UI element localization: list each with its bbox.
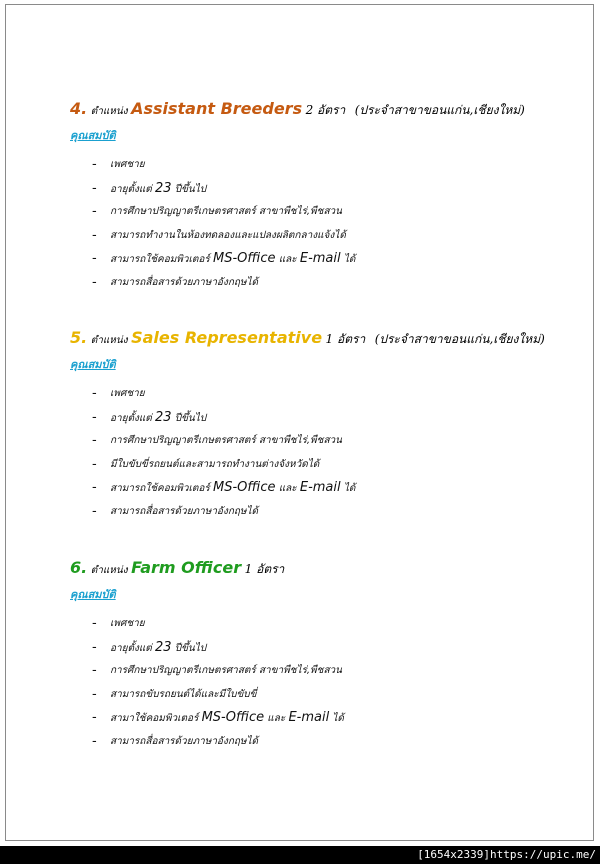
- list-item: - อายุตั้งแต่ 23 ปีขึ้นไป: [92, 180, 207, 196]
- list-item: - สามารถสื่อสารด้วยภาษาอังกฤษได้: [92, 733, 259, 749]
- list-item: - เพศชาย: [92, 157, 145, 172]
- position-prefix: ตำแหน่ง: [90, 335, 128, 346]
- job-rate: 2 อัตรา: [305, 103, 346, 117]
- job-heading: [70, 97, 583, 124]
- job-section-6: [70, 556, 583, 756]
- list-item: - เพศชาย: [92, 616, 145, 631]
- list-item: - มีใบขับขี่รถยนต์และสามารถทำงานต่างจังหวัดได้: [92, 456, 320, 472]
- position-prefix: ตำแหน่ง: [90, 565, 128, 576]
- list-item: - สามารถทำงานในห้องทดลองและแปลงผลิตกลางแจ้งได้: [92, 227, 346, 243]
- job-heading: [70, 326, 583, 353]
- list-item: - การศึกษาปริญญาตรีเกษตรศาสตร์ สาขาพืชไร่,พืชสวน: [92, 433, 342, 448]
- qualification-list: [70, 615, 583, 756]
- list-item: - อายุตั้งแต่ 23 ปีขึ้นไป: [92, 639, 207, 655]
- job-title: Assistant Breeders: [131, 99, 303, 118]
- job-branch: (ประจำสาขาขอนแก่น,เชียงใหม่): [354, 103, 525, 117]
- job-number: 5.: [70, 328, 88, 347]
- list-item: - เพศชาย: [92, 386, 145, 401]
- job-title: Sales Representative: [131, 328, 323, 347]
- job-number: 6.: [70, 558, 88, 577]
- list-item: - สามารถสื่อสารด้วยภาษาอังกฤษได้: [92, 274, 259, 290]
- image-host-footer: [1654x2339]https://upic.me/: [0, 846, 600, 864]
- list-item: - สามารถสื่อสารด้วยภาษาอังกฤษได้: [92, 503, 259, 519]
- list-item: - อายุตั้งแต่ 23 ปีขึ้นไป: [92, 409, 207, 425]
- qualifications-label: คุณสมบัติ: [70, 129, 116, 142]
- job-number: 4.: [70, 99, 88, 118]
- job-branch: (ประจำสาขาขอนแก่น,เชียงใหม่): [374, 332, 545, 346]
- document-page: [5, 4, 594, 841]
- job-rate: 1 อัตรา: [244, 562, 285, 576]
- job-rate: 1 อัตรา: [325, 332, 366, 346]
- list-item: - การศึกษาปริญญาตรีเกษตรศาสตร์ สาขาพืชไร่,พืชสวน: [92, 204, 342, 219]
- qualifications-label: คุณสมบัติ: [70, 588, 116, 601]
- qualifications-label: คุณสมบัติ: [70, 358, 116, 371]
- list-item: - สามารถขับรถยนต์ได้และมีใบขับขี่: [92, 686, 257, 702]
- job-section-4: [70, 97, 583, 297]
- list-item: - สามารถใช้คอมพิวเตอร์ MS-Office และ E-mail ได้: [92, 480, 356, 495]
- list-item: - การศึกษาปริญญาตรีเกษตรศาสตร์ สาขาพืชไร่,พืชสวน: [92, 663, 342, 678]
- list-item: - สามาใช้คอมพิวเตอร์ MS-Office และ E-mail ได้: [92, 710, 344, 725]
- job-heading: [70, 556, 583, 583]
- qualification-list: [70, 156, 583, 297]
- position-prefix: ตำแหน่ง: [90, 106, 128, 117]
- qualification-list: [70, 385, 583, 526]
- list-item: - สามารถใช้คอมพิวเตอร์ MS-Office และ E-mail ได้: [92, 251, 356, 266]
- job-section-5: [70, 326, 583, 526]
- job-title: Farm Officer: [131, 558, 242, 577]
